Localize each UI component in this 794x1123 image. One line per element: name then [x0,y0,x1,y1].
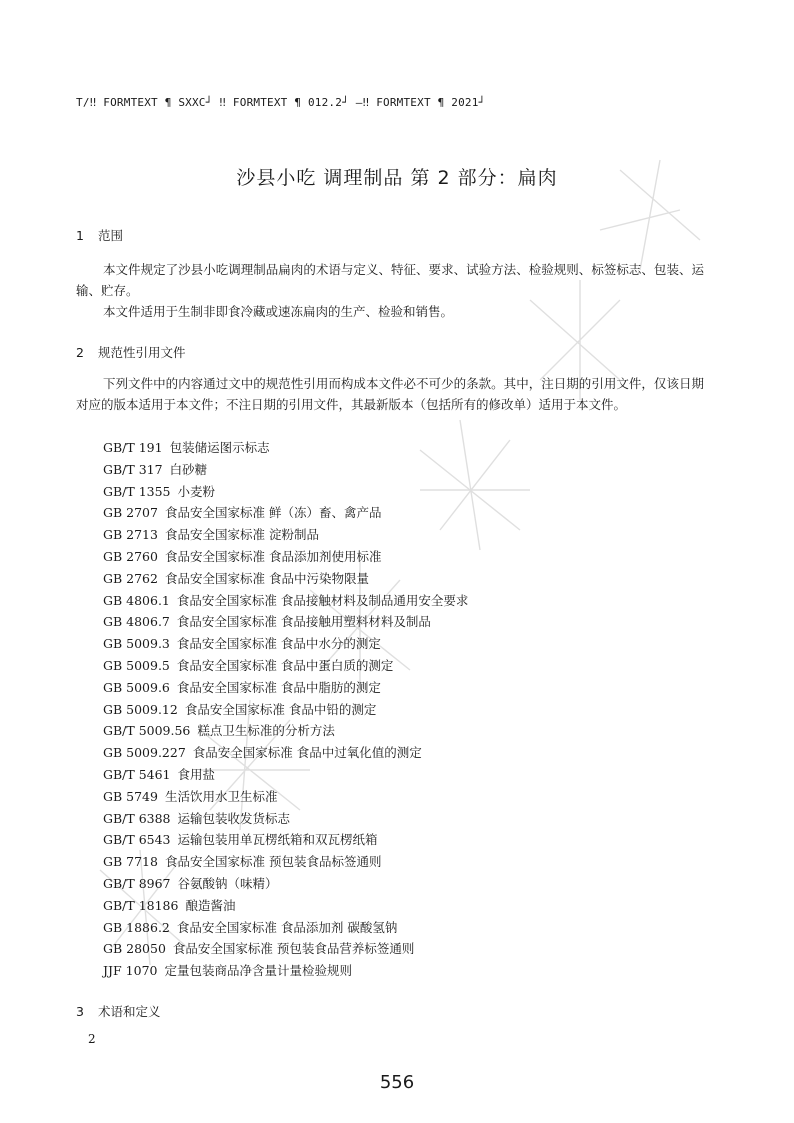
reference-item-19 [103,829,468,851]
normative-references-list [103,437,468,982]
reference-code: GB/T 6543 [103,832,171,848]
reference-code: JJF 1070 [103,963,158,979]
reference-name: 食品安全国家标准 食品中脂肪的测定 [176,679,381,695]
reference-name: 食品安全国家标准 食品中过氧化值的测定 [192,745,422,761]
reference-item-8 [103,590,468,612]
reference-item-1 [103,437,468,459]
reference-name: 糕点卫生标准的分析方法 [197,723,335,739]
reference-name: 食品安全国家标准 食品添加剂使用标准 [164,548,382,564]
reference-name: 食品安全国家标准 食品接触材料及制品通用安全要求 [176,592,469,608]
section-1-title: 范围 [98,228,124,243]
reference-item-2 [103,459,468,481]
reference-name: 定量包装商品净含量计量检验规则 [164,963,352,979]
reference-item-13 [103,699,468,721]
reference-name: 运输包装用单瓦楞纸箱和双瓦楞纸箱 [177,832,378,848]
reference-item-18 [103,808,468,830]
page-number-large: 556 [379,1072,415,1093]
document-code-header: T/‼ FORMTEXT ¶ SXXC┘ ‼ FORMTEXT ¶ 012.2┘ —‼ FORMTEXT ¶ 2021┘ [76,96,486,109]
reference-code: GB 7718 [103,854,158,870]
reference-name: 食品安全国家标准 食品接触用塑料材料及制品 [176,614,431,630]
reference-item-16 [103,764,468,786]
reference-code: GB 4806.1 [103,592,170,608]
reference-code: GB 2762 [103,570,158,586]
reference-code: GB/T 18186 [103,897,179,913]
reference-name: 食品安全国家标准 鲜（冻）畜、禽产品 [164,505,382,521]
reference-item-17 [103,786,468,808]
reference-name: 食品安全国家标准 食品中水分的测定 [176,636,381,652]
reference-code: GB/T 6388 [103,810,171,826]
reference-name: 生活饮用水卫生标准 [164,788,278,804]
reference-code: GB/T 8967 [103,875,171,891]
references-intro-paragraph: 下列文件中的内容通过文中的规范性引用而构成本文件必不可少的条款。其中，注日期的引用文件，仅该日期对应的版本适用于本文件；不注日期的引用文件，其最新版本（包括所有的修改单）适用于本文件。 [76,376,704,412]
reference-item-22 [103,895,468,917]
reference-code: GB 2713 [103,527,158,543]
reference-item-7 [103,568,468,590]
reference-item-6 [103,546,468,568]
reference-item-10 [103,633,468,655]
scope-paragraph-2: 本文件适用于生制非即食冷藏或速冻扁肉的生产、检验和销售。 [103,304,454,319]
section-3-heading [76,1002,161,1020]
reference-code: GB 1886.2 [103,919,170,935]
section-2-title: 规范性引用文件 [98,345,186,360]
reference-name: 酿造酱油 [185,897,236,913]
reference-item-9 [103,611,468,633]
reference-item-23 [103,917,468,939]
reference-code: GB 5009.5 [103,657,170,673]
reference-code: GB 5009.6 [103,679,170,695]
section-3-title: 术语和定义 [98,1004,161,1019]
reference-name: 食品安全国家标准 淀粉制品 [164,527,319,543]
reference-item-20 [103,851,468,873]
reference-name: 食品安全国家标准 食品中铅的测定 [184,701,377,717]
reference-code: GB 5009.227 [103,745,186,761]
reference-item-4 [103,502,468,524]
reference-name: 白砂糖 [169,461,208,477]
reference-code: GB/T 191 [103,440,163,455]
reference-item-12 [103,677,468,699]
section-1-number: 1 [76,228,84,243]
reference-name: 包装储运图示标志 [169,440,270,455]
section-3-number: 3 [76,1004,84,1019]
reference-item-14 [103,720,468,742]
reference-code: GB 4806.7 [103,614,170,630]
document-title: 沙县小吃 调理制品 第 2 部分：扁肉 [236,167,558,189]
reference-name: 食品安全国家标准 预包装食品营养标签通则 [172,941,415,957]
section-2-heading [76,343,186,361]
reference-code: GB 28050 [103,941,166,957]
page-number-small: 2 [88,1032,96,1046]
reference-name: 食用盐 [177,766,216,782]
reference-code: GB 5749 [103,788,158,804]
reference-name: 食品安全国家标准 食品添加剂 碳酸氢钠 [176,919,398,935]
reference-code: GB 2707 [103,505,158,521]
reference-name: 食品安全国家标准 食品中污染物限量 [164,570,369,586]
scope-paragraph-1: 本文件规定了沙县小吃调理制品扁肉的术语与定义、特征、要求、试验方法、检验规则、标签标志、包装、运输、贮存。 [76,262,704,298]
reference-code: GB/T 317 [103,461,163,477]
reference-name: 小麦粉 [177,483,216,499]
reference-item-25 [103,960,468,982]
reference-name: 谷氨酸钠（味精） [177,875,278,891]
reference-item-3 [103,481,468,503]
reference-item-11 [103,655,468,677]
reference-name: 食品安全国家标准 预包装食品标签通则 [164,854,382,870]
reference-item-24 [103,938,468,960]
reference-code: GB/T 5461 [103,766,171,782]
reference-code: GB/T 1355 [103,483,171,499]
section-1-heading [76,226,123,244]
reference-item-5 [103,524,468,546]
reference-code: GB/T 5009.56 [103,723,191,739]
section-2-number: 2 [76,345,84,360]
reference-code: GB 5009.3 [103,636,170,652]
reference-item-21 [103,873,468,895]
reference-code: GB 2760 [103,548,158,564]
reference-code: GB 5009.12 [103,701,178,717]
reference-name: 运输包装收发货标志 [177,810,291,826]
reference-name: 食品安全国家标准 食品中蛋白质的测定 [176,657,394,673]
reference-item-15 [103,742,468,764]
